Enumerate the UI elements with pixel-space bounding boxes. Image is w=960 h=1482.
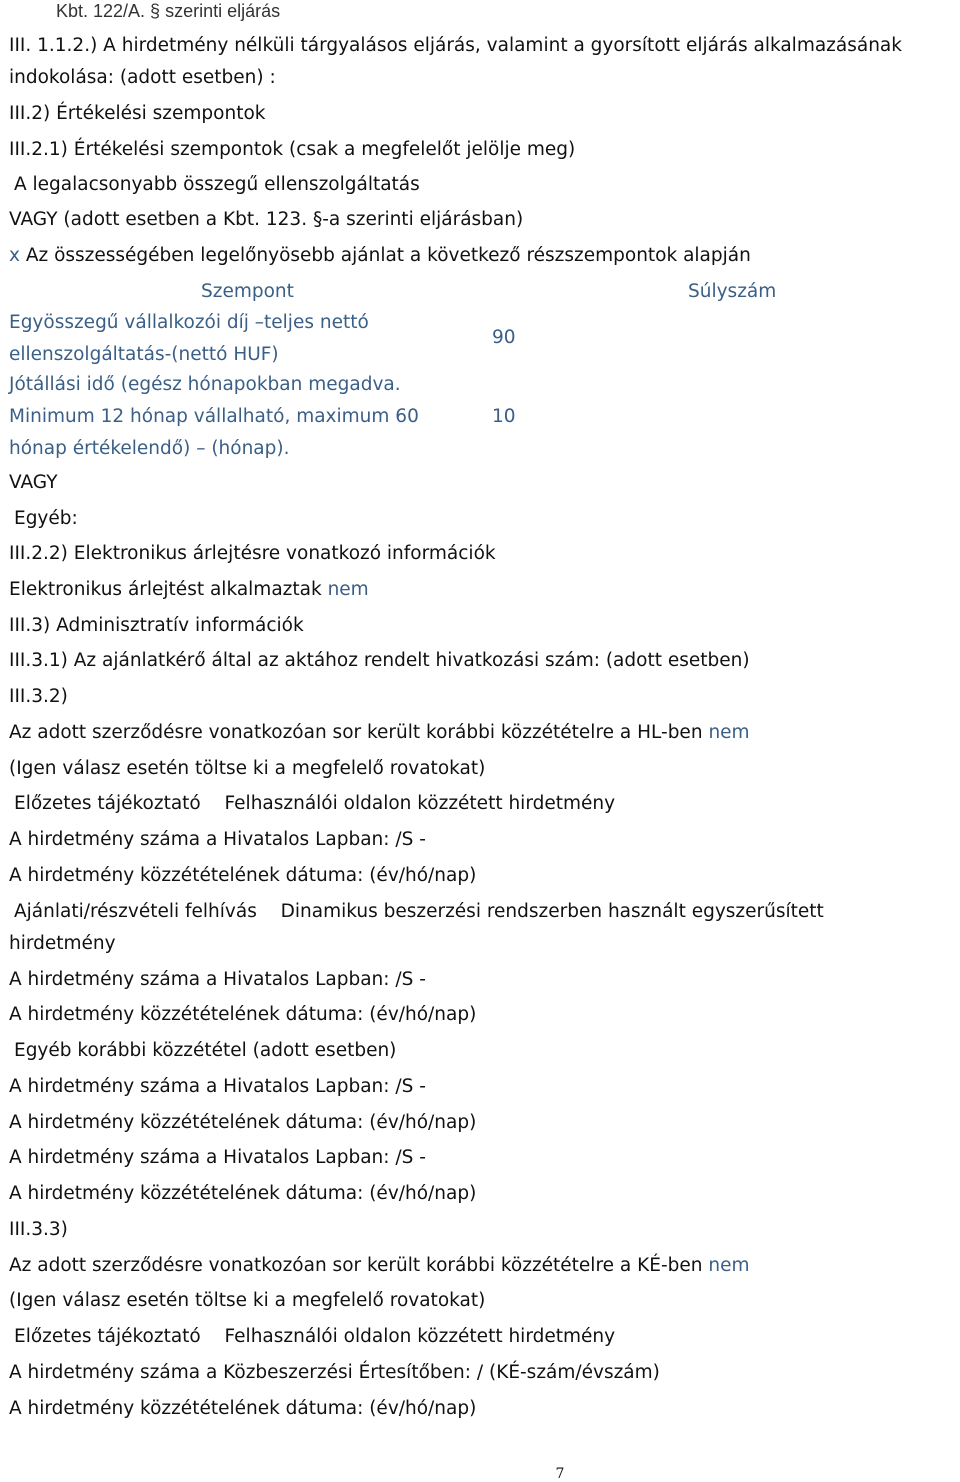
igen-instruction-1: (Igen válasz esetén töltse ki a megfelelő rovatokat): [9, 758, 486, 779]
criterion-2-line-2: Minimum 12 hónap vállalható, maximum 60: [9, 406, 419, 427]
section-iii-2-1: III.2.1) Értékelési szempontok (csak a megfelelőt jelölje meg): [9, 139, 576, 160]
prior-notice-options-2: [14, 901, 824, 923]
criteria-header-criterion: Szempont: [201, 281, 294, 302]
egyeb-line: Egyéb:: [14, 508, 78, 529]
ke-notice-date: A hirdetmény közzétételének dátuma: (év/hó/nap): [9, 1398, 477, 1419]
dinamikus-beszerzes: Dinamikus beszerzési rendszerben használt egyszerűsített: [280, 901, 824, 922]
selected-mark: x: [9, 245, 20, 266]
hl-notice-number-4: A hirdetmény száma a Hivatalos Lapban: /S -: [9, 1147, 426, 1168]
criterion-1-line-1: Egyösszegű vállalkozói díj –teljes nettó: [9, 312, 369, 333]
criterion-2-line-1: Jótállási idő (egész hónapokban megadva.: [9, 374, 401, 395]
igen-instruction-2: (Igen válasz esetén töltse ki a megfelelő rovatokat): [9, 1290, 486, 1311]
elozetes-tajekoztato-1: Előzetes tájékoztató: [14, 793, 201, 814]
page-number-text: 7: [555, 1466, 565, 1482]
section-iii-2: III.2) Értékelési szempontok: [9, 103, 266, 124]
section-iii-3: III.3) Adminisztratív információk: [9, 615, 304, 636]
header-line: Kbt. 122/A. § szerinti eljárás: [56, 1, 281, 21]
hl-notice-date-1: A hirdetmény közzétételének dátuma: (év/hó/nap): [9, 865, 477, 886]
ke-notice-number: A hirdetmény száma a Közbeszerzési Értesítőben: / (KÉ-szám/évszám): [9, 1362, 660, 1383]
prior-notice-options-1: [14, 793, 615, 815]
criterion-2-weight: 10: [492, 406, 516, 427]
best-value-label: Az összességében legelőnyösebb ajánlat a következő részszempontok alapján: [25, 245, 751, 266]
hl-notice-date-3: A hirdetmény közzétételének dátuma: (év/hó/nap): [9, 1112, 477, 1133]
hirdetmeny-wrap: hirdetmény: [9, 933, 116, 954]
criterion-1-weight: 90: [492, 327, 516, 348]
vagy-line: VAGY: [9, 472, 58, 493]
arlejtes-line: [9, 579, 369, 601]
best-value-option: [9, 245, 751, 267]
egyeb-korabbi: Egyéb korábbi közzététel (adott esetben): [14, 1040, 397, 1061]
ajanlati-felhivas: Ajánlati/részvételi felhívás: [14, 901, 257, 922]
indokolas-line: indokolása: (adott esetben) :: [9, 67, 276, 88]
section-iii-3-1: III.3.1) Az ajánlatkérő által az aktához rendelt hivatkozási szám: (adott esetben): [9, 650, 750, 671]
section-iii-1-1-2: III. 1.1.2.) A hirdetmény nélküli tárgyalásos eljárás, valamint a gyorsított eljárás alkalmazásának: [9, 35, 902, 56]
elozetes-tajekoztato-2: Előzetes tájékoztató: [14, 1326, 201, 1347]
criterion-1-line-2: ellenszolgáltatás-(nettó HUF): [9, 344, 279, 365]
ke-publication-value: nem: [708, 1255, 750, 1276]
hl-publication-line: [9, 722, 750, 744]
hl-notice-number-3: A hirdetmény száma a Hivatalos Lapban: /S -: [9, 1076, 426, 1097]
criterion-2-line-3: hónap értékelendő) – (hónap).: [9, 438, 290, 459]
ke-publication-label: Az adott szerződésre vonatkozóan sor került korábbi közzétételre a KÉ-ben: [9, 1255, 703, 1276]
arlejtes-label: Elektronikus árlejtést alkalmaztak: [9, 579, 322, 600]
ke-publication-line: [9, 1255, 750, 1277]
felhasznaloi-hirdetmeny-1: Felhasználói oldalon közzétett hirdetmény: [224, 793, 616, 814]
arlejtes-value: nem: [327, 579, 369, 600]
section-iii-2-2: III.2.2) Elektronikus árlejtésre vonatkozó információk: [9, 543, 496, 564]
hl-publication-label: Az adott szerződésre vonatkozóan sor került korábbi közzétételre a HL-ben: [9, 722, 703, 743]
hl-notice-number-1: A hirdetmény száma a Hivatalos Lapban: /S -: [9, 829, 426, 850]
page-number: [80, 1466, 960, 1482]
lowest-price-option: A legalacsonyabb összegű ellenszolgáltatás: [14, 174, 420, 195]
prior-notice-options-3: [14, 1326, 615, 1348]
section-iii-3-2: III.3.2): [9, 686, 68, 707]
vagy-kbt-123: VAGY (adott esetben a Kbt. 123. §-a szerinti eljárásban): [9, 209, 524, 230]
criteria-header-weight: Súlyszám: [688, 281, 777, 302]
hl-publication-value: nem: [708, 722, 750, 743]
section-iii-3-3: III.3.3): [9, 1219, 68, 1240]
hl-notice-date-4: A hirdetmény közzétételének dátuma: (év/hó/nap): [9, 1183, 477, 1204]
hl-notice-date-2: A hirdetmény közzétételének dátuma: (év/hó/nap): [9, 1004, 477, 1025]
hl-notice-number-2: A hirdetmény száma a Hivatalos Lapban: /S -: [9, 969, 426, 990]
felhasznaloi-hirdetmeny-2: Felhasználói oldalon közzétett hirdetmény: [224, 1326, 616, 1347]
